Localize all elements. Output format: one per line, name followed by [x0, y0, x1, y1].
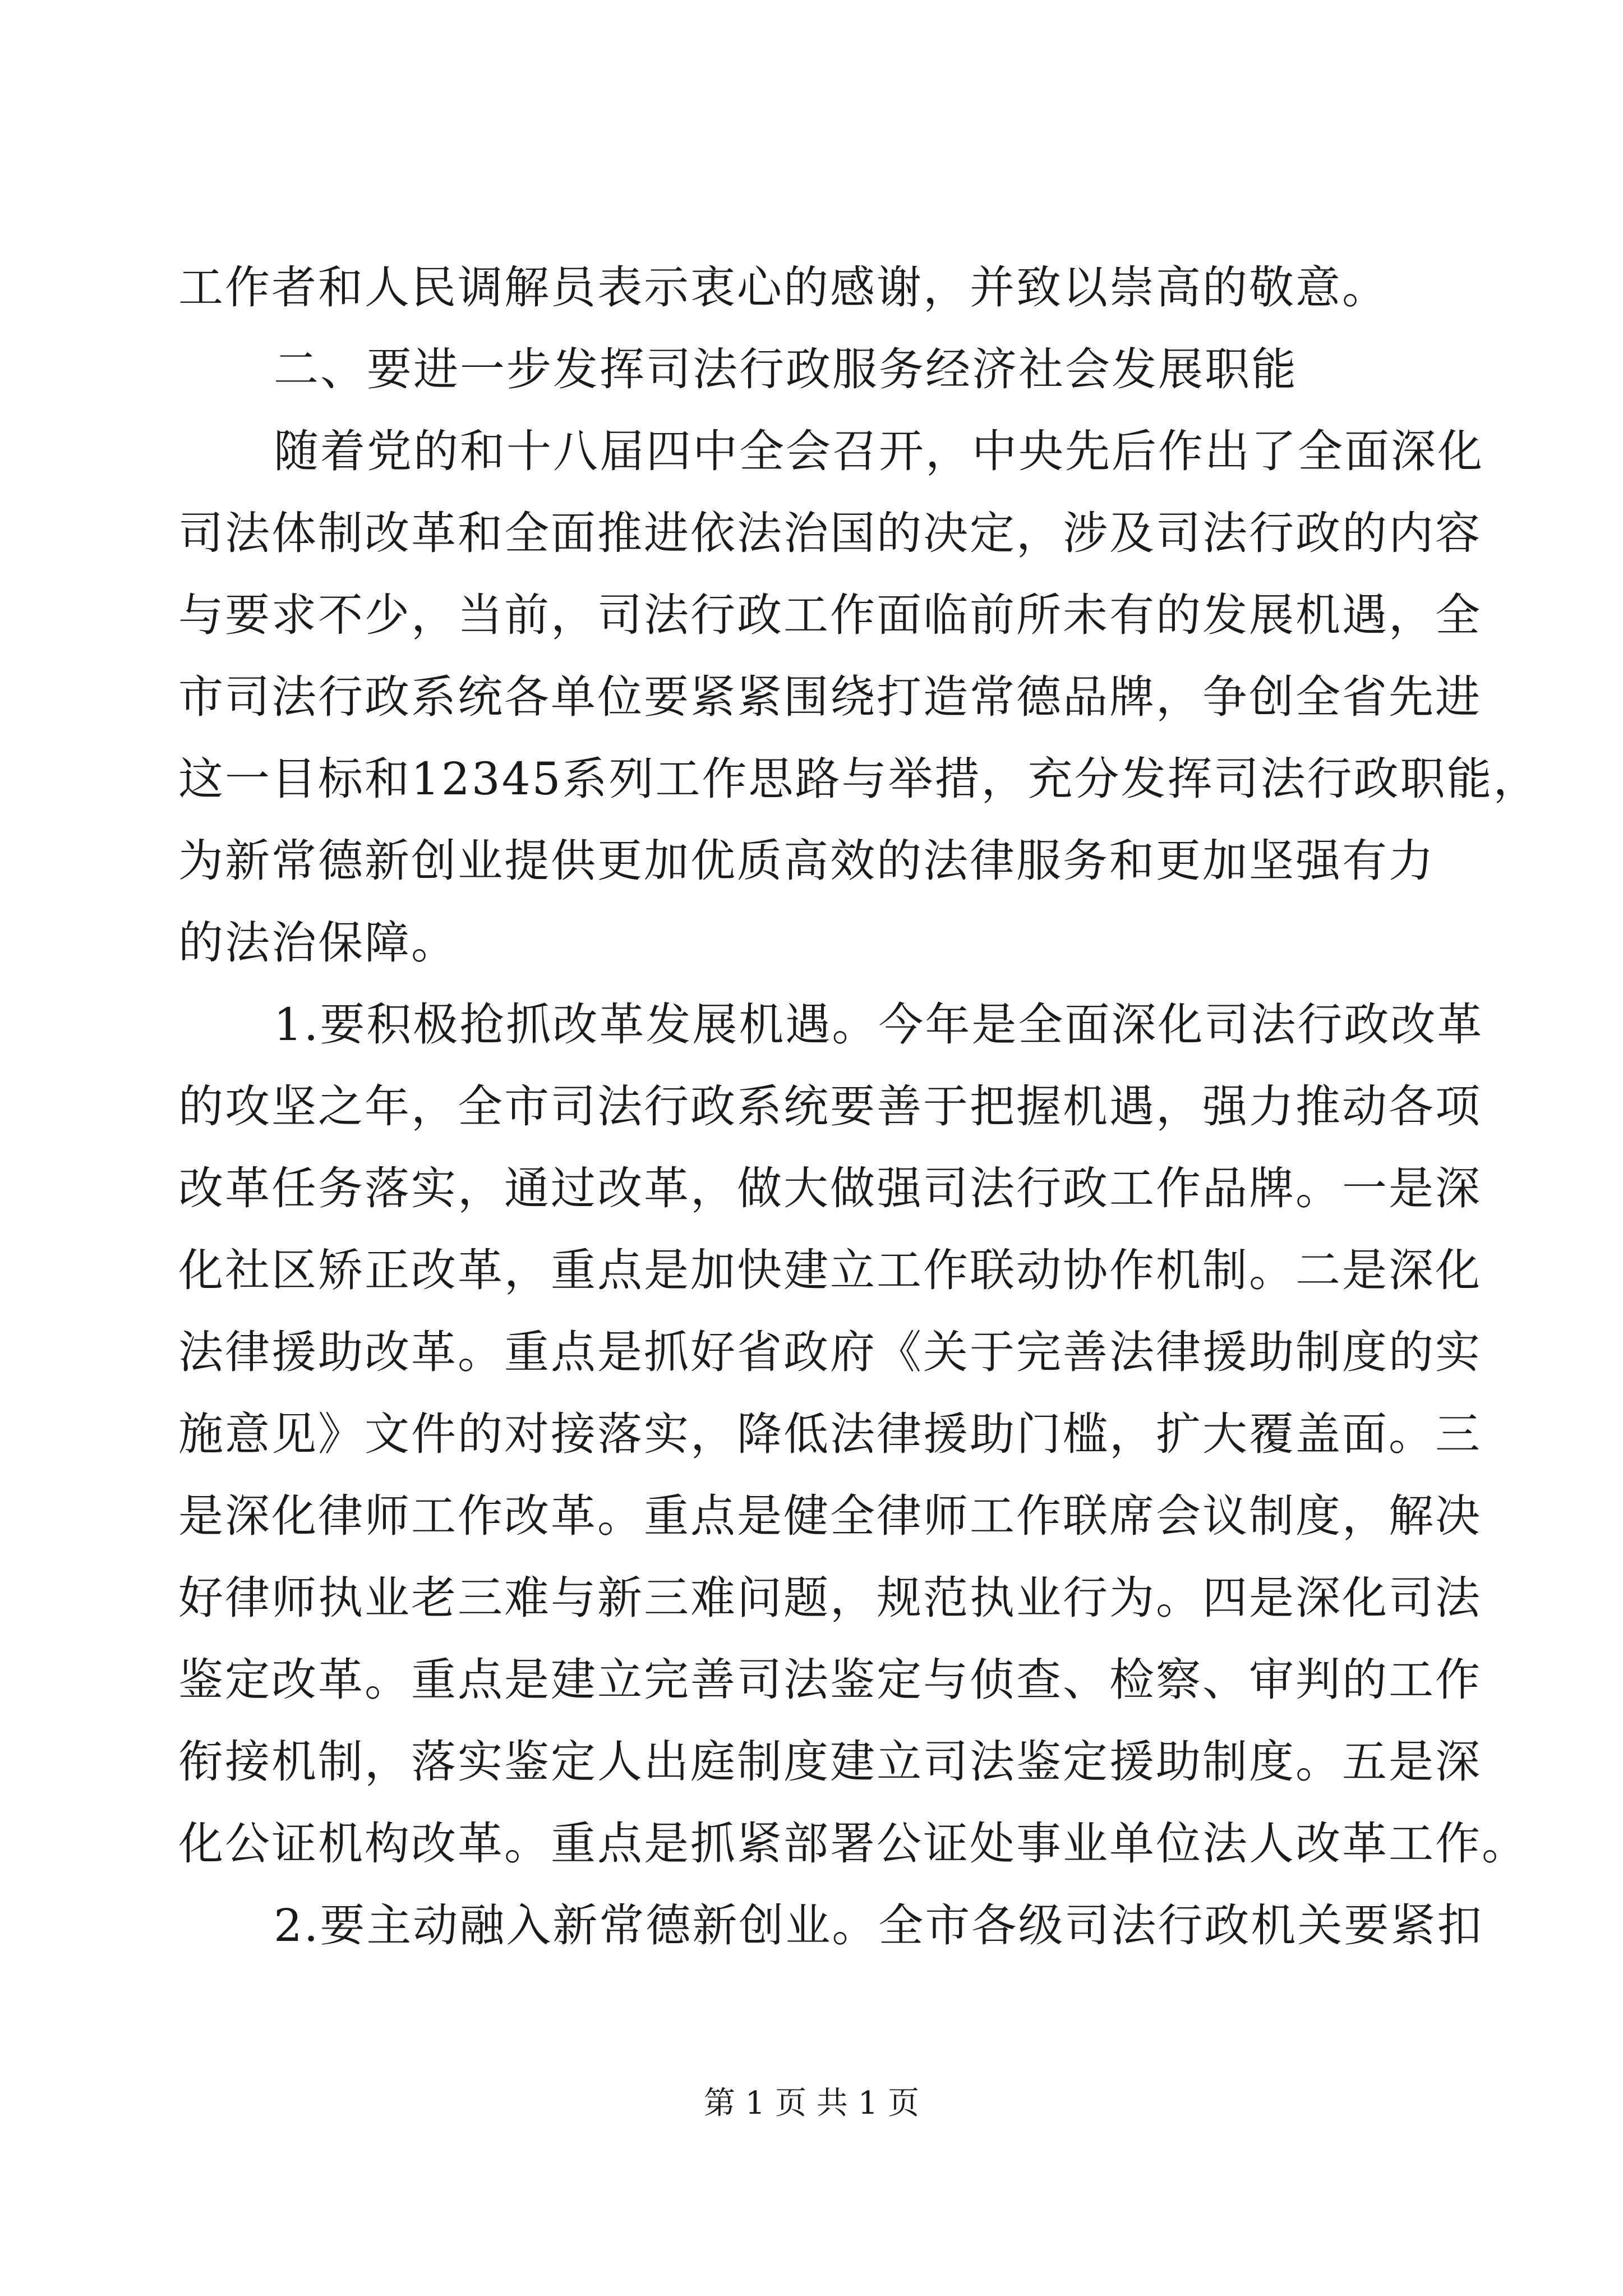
text-line: 这一目标和12345系列工作思路与举措，充分发挥司法行政职能，: [178, 753, 1540, 805]
text-line: 鉴定改革。重点是建立完善司法鉴定与侦查、检察、审判的工作: [178, 1654, 1482, 1706]
text-line: 工作者和人民调解员表示衷心的感谢，并致以崇高的敬意。: [178, 261, 1389, 314]
text-line: 法律援助改革。重点是抓好省政府《关于完善法律援助制度的实: [178, 1326, 1482, 1378]
text-line: 化公证机构改革。重点是抓紧部署公证处事业单位法人改革工作。: [178, 1818, 1528, 1870]
document-body: [178, 247, 1540, 1967]
text-line: 司法体制改革和全面推进依法治国的决定，涉及司法行政的内容: [178, 507, 1482, 559]
text-line: 施意见》文件的对接落实，降低法律援助门槛，扩大覆盖面。三: [178, 1408, 1482, 1460]
text-line: 与要求不少，当前，司法行政工作面临前所未有的发展机遇，全: [178, 589, 1482, 641]
text-line: 的攻坚之年，全市司法行政系统要善于把握机遇，强力推动各项: [178, 1080, 1482, 1133]
text-line: 随着党的和十八届四中全会召开，中央先后作出了全面深化: [274, 425, 1484, 477]
section-heading: 二、要进一步发挥司法行政服务经济社会发展职能: [274, 343, 1298, 395]
text-line: 改革任务落实，通过改革，做大做强司法行政工作品牌。一是深: [178, 1162, 1482, 1214]
text-line: 市司法行政系统各单位要紧紧围绕打造常德品牌，争创全省先进: [178, 671, 1482, 723]
page-footer: 第 1 页 共 1 页: [703, 2085, 920, 2122]
text-line: 是深化律师工作改革。重点是健全律师工作联席会议制度，解决: [178, 1490, 1482, 1542]
text-line: 衔接机制，落实鉴定人出庭制度建立司法鉴定援助制度。五是深: [178, 1736, 1482, 1788]
text-line: 为新常德新创业提供更加优质高效的法律服务和更加坚强有力: [178, 835, 1435, 887]
text-line: 化社区矫正改革，重点是加快建立工作联动协作机制。二是深化: [178, 1244, 1482, 1296]
text-line: 1.要积极抢抓改革发展机遇。今年是全面深化司法行政改革: [274, 999, 1484, 1051]
text-line: 2.要主动融入新常德新创业。全市各级司法行政机关要紧扣: [274, 1899, 1484, 1952]
text-line: 的法治保障。: [178, 917, 458, 969]
text-line: 好律师执业老三难与新三难问题，规范执业行为。四是深化司法: [178, 1572, 1482, 1624]
